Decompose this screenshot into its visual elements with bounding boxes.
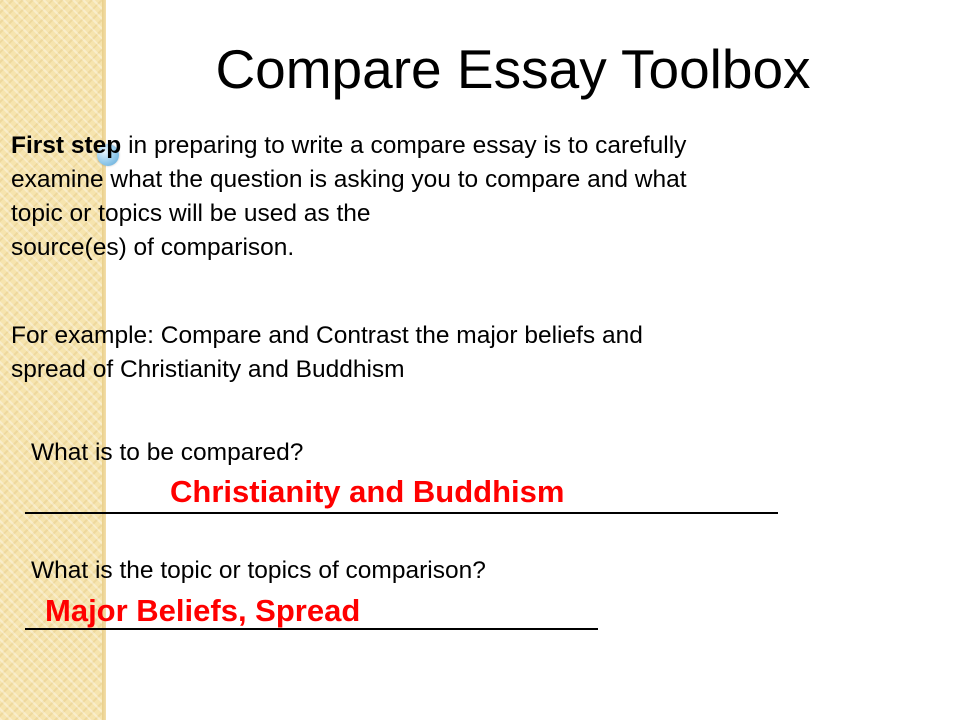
intro-bold-lead: First step	[11, 132, 122, 159]
answer-1-text: Christianity and Buddhism	[170, 474, 565, 509]
intro-line-4: source(es) of comparison.	[11, 234, 295, 261]
question-2-prompt: What is the topic or topics of comparison?	[31, 557, 486, 584]
slide-title: Compare Essay Toolbox	[215, 38, 811, 100]
question-1-prompt: What is to be compared?	[31, 439, 304, 466]
intro-line-2: examine what the question is asking you to compare and what	[11, 166, 687, 193]
answer-2-text: Major Beliefs, Spread	[45, 593, 361, 628]
intro-line-1-rest: in preparing to write a compare essay is to carefully	[121, 132, 687, 159]
intro-paragraph	[11, 129, 687, 265]
intro-line-1	[11, 129, 687, 163]
example-line-1: For example: Compare and Contrast the major beliefs and	[11, 322, 643, 349]
answer-1-blank-line	[25, 512, 778, 514]
example-paragraph	[11, 319, 643, 387]
example-line-2: spread of Christianity and Buddhism	[11, 356, 405, 383]
intro-line-3: topic or topics will be used as the	[11, 200, 371, 227]
